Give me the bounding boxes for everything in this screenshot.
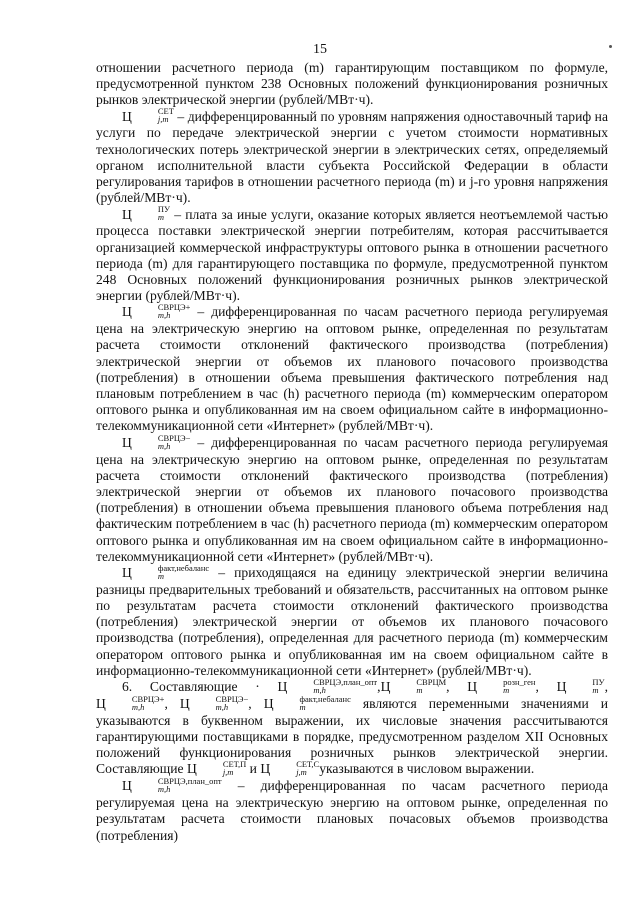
symbol: Ц СЕТ j,m <box>122 106 174 125</box>
clause-6: 6. Составляющие · Ц СВРЦЭ,план_опт m,h ,Ц СВРЦМ m , Ц розн_ген m , Ц ПУ m , Ц СВРЦЭ+ m,h , Ц СВРЦЭ− m,h , Ц факт,небаланс m являются переменными значениями и указываются в буквенном выражении, их числовые значения рассчитываются гарантирующими поставщиками в порядке, предусмотренном разделом XII Основных положений функционирования розничных рынков электрической энергии. Составляющие Ц СЕТ,П j,m и Ц СЕТ,С j,m указываются в числовом выражении. <box>96 676 608 778</box>
definition-other-services: Ц ПУ m – плата за иные услуги, оказание которых является неотъемлемой частью процесса поставки электрической энергии потребителям, которая рассчитывается организацией коммерческой инфраструктуры оптового рынка в отношении расчетного периода (m) для гарантирующего поставщика по формуле, предусмотренной пунктом 248 Основных положений функционирования розничных рынков электрической энергии (рублей/МВт·ч). <box>96 204 608 304</box>
symbol: Ц СЕТ,С j,m <box>260 759 320 778</box>
symbol: Ц СВРЦМ m <box>380 676 447 695</box>
symbol: Ц ПУ m <box>122 204 170 223</box>
definition-price-plus: Ц СВРЦЭ+ m,h – дифференцированная по часам расчетного периода регулируемая цена на электрическую энергию на оптовом рынке, определенная по результатам расчета стоимости отклонений фактического производства (потребления) электрической энергии от объемов их планового почасового производства (потребления) в отношении объема превышения фактического потребления над плановым потреблением в час (h) расчетного периода (m) коммерческим оператором оптового рынка и опубликованная им на своем официальном сайте в информационно-телекоммуникационной сети «Интернет» (рублей/МВт·ч). <box>96 302 608 434</box>
symbol: Ц СВРЦЭ− m,h <box>122 432 191 451</box>
definition-planned-price: Ц СВРЦЭ,план_опт m,h – дифференцированная по часам расчетного периода регулируемая цена на электрическую энергию на оптовом рынке, определенная по результатам расчета стоимости плановых почасовых объемов производства (потребления) <box>96 776 608 843</box>
definition-imbalance: Ц факт,небаланс m – приходящаяся на единицу электрической энергии величина разницы предварительных требований и обязательств, рассчитанных на оптовом рынке по результатам расчета стоимости отклонений фактического производства (потребления) электрической энергии от объемов их планового почасового производства (потребления), определенная для расчетного периода (m) коммерческим оператором оптового рынка и опубликованная им на своем официальном сайте в информационно-телекоммуникационной сети «Интернет» (рублей/МВт·ч). <box>96 562 608 678</box>
symbol: Ц СВРЦЭ+ m,h <box>122 302 191 321</box>
paragraph-continuation: отношении расчетного периода (m) гарантирующим поставщиком по формуле, предусмотренной пунктом 238 Основных положений функционирования розничных рынков электрической энергии (рублей/МВт·ч). <box>96 60 608 108</box>
symbol: Ц ПУ m <box>556 676 605 695</box>
page-number: 15 <box>313 42 327 57</box>
symbol: Ц факт,небаланс m <box>263 693 351 712</box>
symbol: Ц СВРЦЭ,план_опт m,h <box>277 676 378 695</box>
document-body <box>96 60 608 844</box>
symbol: Ц СВРЦЭ− m,h <box>179 693 249 712</box>
symbol: Ц СЕТ,П j,m <box>186 759 247 778</box>
symbol: Ц розн_ген m <box>467 676 536 695</box>
definition-price-minus: Ц СВРЦЭ− m,h – дифференцированная по часам расчетного периода регулируемая цена на электрическую энергию на оптовом рынке, определенная по результатам расчета стоимости отклонений фактического производства (потребления) электрической энергии от объемов их планового почасового производства (потребления) в отношении объема превышения планового объема потребления над фактическим потреблением в час (h) расчетного периода (m) коммерческим оператором оптового рынка и опубликованная им на своем официальном сайте в информационно-телекоммуникационной сети «Интернет» (рублей/МВт·ч). <box>96 432 608 564</box>
definition-tariff-set: Ц СЕТ j,m – дифференцированный по уровням напряжения одноставочный тариф на услуги по передаче электрической энергии с учетом стоимости нормативных технологических потерь электрической энергии в электрических сетях, определяемый органом исполнительной власти субъекта Российской Федерации в области регулирования тарифов в отношении расчетного периода (m) и j-го уровня напряжения (рублей/МВт·ч). <box>96 106 608 206</box>
symbol: Ц СВРЦЭ,план_опт m,h <box>122 776 222 795</box>
symbol: Ц факт,небаланс m <box>122 562 210 581</box>
scan-speck <box>609 45 612 48</box>
symbol: Ц СВРЦЭ+ m,h <box>96 693 165 712</box>
